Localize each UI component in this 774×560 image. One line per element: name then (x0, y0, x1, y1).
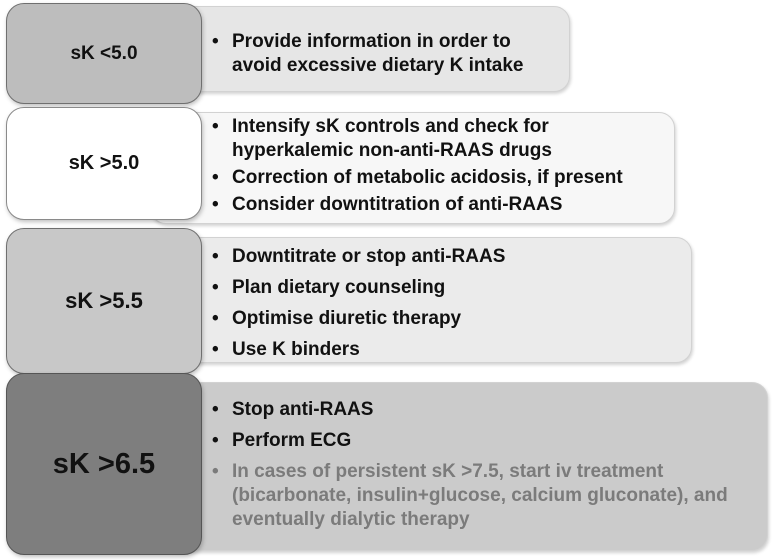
row-2-threshold-label: sK >5.0 (6, 107, 202, 220)
row-1-action-list (212, 30, 562, 85)
row-3-action-item: • Optimise diuretic therapy (212, 307, 682, 331)
row-4-action-item-emergency: • In cases of persistent sK >7.5, start iv treatment (bicarbonate, insulin+glucose, calcium gluconate), and eventually dialytic therapy (212, 460, 757, 532)
row-4-action-list (212, 398, 757, 539)
row-3-action-item: • Plan dietary counseling (212, 276, 682, 300)
row-2-action-list (212, 115, 672, 220)
row-2-action-item: • Consider downtitration of anti-RAAS (212, 193, 672, 217)
row-3-action-list (212, 245, 682, 369)
row-1-threshold-label: sK <5.0 (6, 3, 202, 104)
row-1-action-item: • Provide information in order to avoid excessive dietary K intake (212, 30, 562, 78)
row-4-threshold-label: sK >6.5 (6, 373, 202, 555)
row-4-action-item: • Perform ECG (212, 429, 757, 453)
row-3-action-item: • Downtitrate or stop anti-RAAS (212, 245, 682, 269)
row-3-action-item: • Use K binders (212, 338, 682, 362)
row-4-action-item: • Stop anti-RAAS (212, 398, 757, 422)
row-3-threshold-label: sK >5.5 (6, 228, 202, 374)
row-2-action-item: • Correction of metabolic acidosis, if present (212, 166, 672, 190)
row-2-action-item: • Intensify sK controls and check for hyperkalemic non-anti-RAAS drugs (212, 115, 672, 163)
